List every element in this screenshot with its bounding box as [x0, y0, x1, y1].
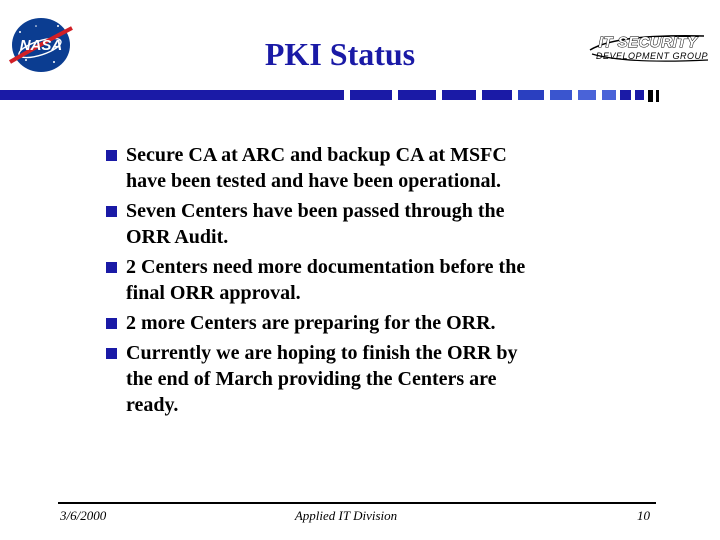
- bullet-text: 2 Centers need more documentation before the final ORR approval.: [126, 256, 526, 304]
- bullet-text: Seven Centers have been passed through the ORR Audit.: [126, 200, 505, 248]
- bullet-text: Secure CA at ARC and backup CA at MSFC have been tested and have been operational.: [126, 144, 507, 192]
- footer-division: Applied IT Division: [294, 508, 398, 523]
- square-bullet-icon: [106, 348, 117, 359]
- bullet-text: Currently we are hoping to finish the ORR by the end of March providing the Centers are ready.: [126, 342, 518, 416]
- bullet-text: 2 more Centers are preparing for the ORR.: [126, 312, 496, 334]
- bullet-list: [106, 142, 666, 422]
- nasa-wordmark: NASA: [19, 36, 63, 54]
- list-item: [106, 198, 666, 250]
- list-item: [106, 310, 666, 336]
- footer-divider: [58, 502, 656, 504]
- logo-title: IT SECURITY: [598, 34, 698, 51]
- square-bullet-icon: [106, 206, 117, 217]
- page-number: 10: [637, 508, 650, 523]
- list-item: [106, 254, 666, 306]
- footer-date: 3/6/2000: [60, 508, 107, 523]
- square-bullet-icon: [106, 150, 117, 161]
- list-item: [106, 142, 666, 194]
- list-item: [106, 340, 666, 418]
- nasa-logo: [6, 14, 76, 76]
- decorative-bar: [0, 88, 720, 104]
- square-bullet-icon: [106, 262, 117, 273]
- slide-title: PKI Status: [264, 36, 416, 72]
- it-security-logo: [586, 30, 712, 68]
- logo-subtitle: DEVELOPMENT GROUP: [595, 51, 708, 61]
- square-bullet-icon: [106, 318, 117, 329]
